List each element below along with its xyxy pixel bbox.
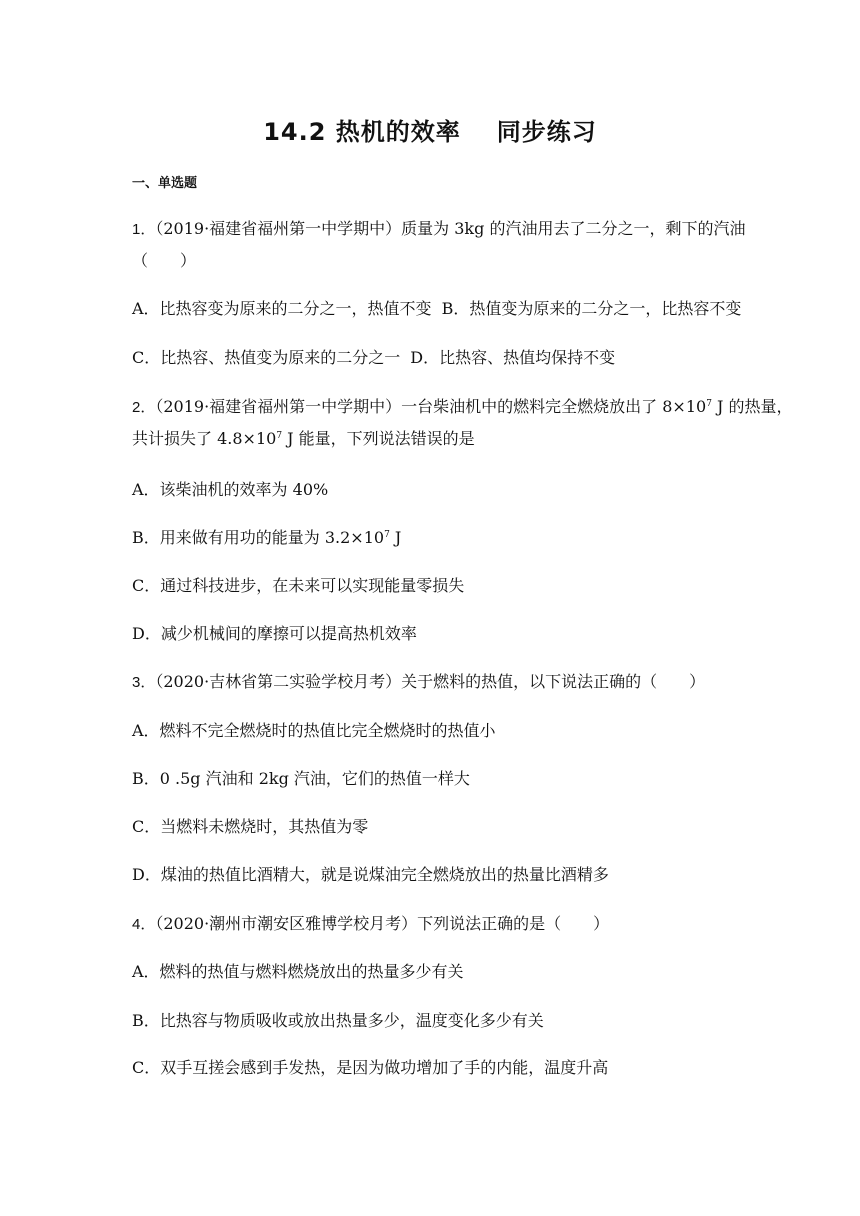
section-heading: 一、单选题 bbox=[132, 176, 198, 191]
question-4-stem bbox=[132, 913, 820, 936]
question-2-stem-continued bbox=[132, 428, 820, 450]
question-number: 4． bbox=[132, 916, 156, 933]
option-a: A．比热容变为原来的二分之一，热值不变 bbox=[132, 299, 432, 318]
question-3-option-a: A．燃料不完全燃烧时的热值比完全燃烧时的热值小 bbox=[132, 721, 496, 740]
question-1-options-cd bbox=[132, 347, 820, 369]
question-3-option-b: B．0 .5g 汽油和 2kg 汽油，它们的热值一样大 bbox=[132, 769, 470, 788]
question-text: 共计损失了 4.8×10 bbox=[132, 429, 277, 448]
option-b: B．热值变为原来的二分之一，比热容不变 bbox=[441, 299, 742, 318]
question-3-option-c: C．当燃料未燃烧时，其热值为零 bbox=[132, 817, 369, 836]
question-1-stem bbox=[132, 218, 820, 241]
question-number: 3． bbox=[132, 674, 156, 691]
question-text: J 的热量， bbox=[711, 397, 793, 416]
question-3-option-d: D．煤油的热值比酒精大，就是说煤油完全燃烧放出的热量比酒精多 bbox=[132, 865, 609, 884]
exponent: 7 bbox=[276, 431, 283, 441]
title-topic: 14.2 热机的效率 bbox=[263, 118, 461, 146]
option-c: C．比热容、热值变为原来的二分之一 bbox=[132, 348, 401, 367]
option-text: B．用来做有用功的能量为 3.2×10 bbox=[132, 528, 385, 547]
question-text: （2019·福建省福州第一中学期中）一台柴油机中的燃料完全燃烧放出了 8×10 bbox=[155, 397, 707, 416]
question-number: 2． bbox=[132, 399, 156, 416]
question-2-stem bbox=[132, 396, 820, 419]
exponent: 7 bbox=[384, 530, 390, 540]
option-d: D．比热容、热值均保持不变 bbox=[410, 348, 616, 367]
question-2-option-b bbox=[132, 527, 820, 549]
page-title bbox=[0, 112, 860, 147]
question-2-option-c: C．通过科技进步，在未来可以实现能量零损失 bbox=[132, 576, 465, 595]
question-text: （2020·吉林省第二实验学校月考）关于燃料的热值，以下说法正确的（ ） bbox=[155, 672, 706, 691]
question-text: （2020·潮州市潮安区雅博学校月考）下列说法正确的是（ ） bbox=[155, 914, 610, 933]
question-1-options-ab bbox=[132, 298, 820, 320]
question-text: J 能量，下列说法错误的是 bbox=[282, 429, 475, 448]
title-subtitle: 同步练习 bbox=[496, 118, 597, 146]
option-text: J bbox=[389, 528, 402, 547]
exponent: 7 bbox=[706, 399, 712, 409]
question-text: （2019·福建省福州第一中学期中）质量为 3kg 的汽油用去了二分之一，剩下的汽油 bbox=[155, 219, 746, 238]
question-1-stem-continued: （ ） bbox=[132, 251, 197, 270]
question-4-option-b: B．比热容与物质吸收或放出热量多少，温度变化多少有关 bbox=[132, 1011, 544, 1030]
question-2-option-a: A．该柴油机的效率为 40% bbox=[132, 480, 329, 499]
question-4-option-a: A．燃料的热值与燃料燃烧放出的热量多少有关 bbox=[132, 962, 464, 981]
question-3-stem bbox=[132, 671, 820, 694]
question-2-option-d: D．减少机械间的摩擦可以提高热机效率 bbox=[132, 624, 417, 643]
question-4-option-c: C．双手互搓会感到手发热，是因为做功增加了手的内能，温度升高 bbox=[132, 1058, 609, 1077]
question-number: 1． bbox=[132, 221, 156, 238]
